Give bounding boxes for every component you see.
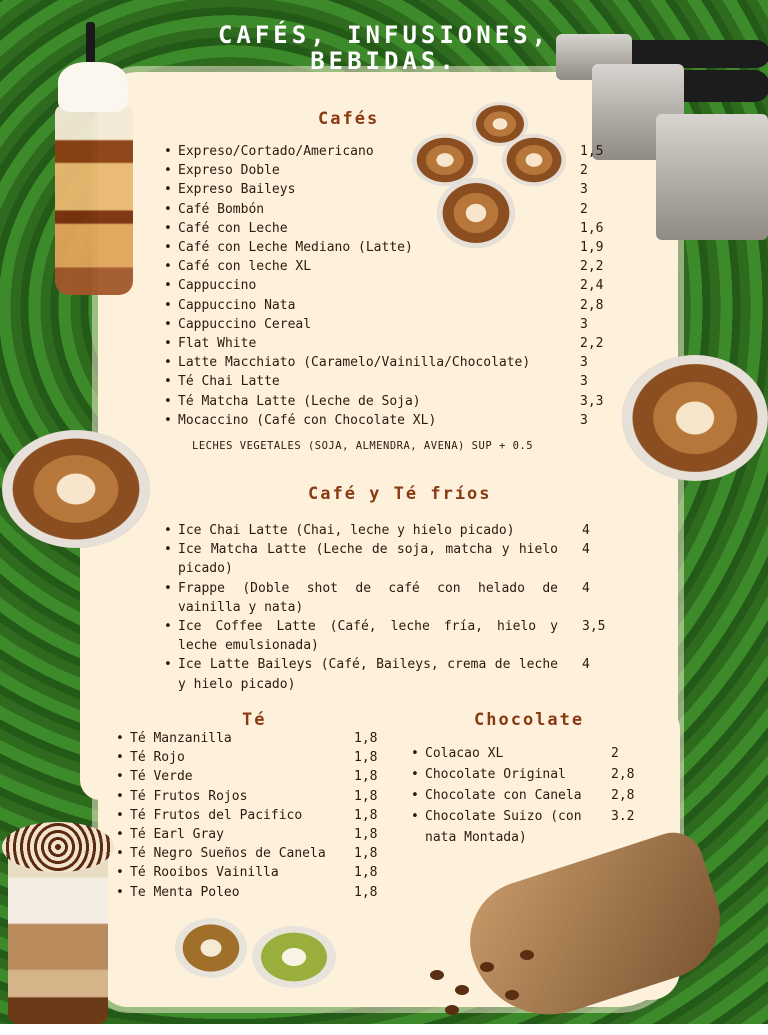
menu-item [162, 315, 610, 334]
heading-line-1: CAFÉS, INFUSIONES, [217, 21, 551, 49]
item-name: • Cappuccino Cereal [178, 316, 312, 332]
item-name: • Chocolate Original [425, 767, 566, 782]
item-price: 1,8 [354, 731, 378, 746]
item-name: • Frappe (Doble shot de café con helado de vainilla y nata) [178, 580, 558, 615]
cafes-list [162, 142, 610, 430]
item-name: • Té Matcha Latte (Leche de Soja) [178, 393, 421, 409]
menu-item [409, 785, 651, 806]
menu-item [114, 767, 390, 786]
item-price: 4 [582, 580, 590, 596]
menu-item [162, 142, 610, 161]
item-name: • Cappuccino Nata [178, 297, 296, 313]
menu-item [162, 334, 610, 353]
item-name: • Té Frutos del Pacifico [130, 807, 303, 823]
item-name: • Té Rooibos Vainilla [130, 865, 279, 881]
menu-item [162, 257, 610, 276]
item-name: • Chocolate con Canela [425, 788, 582, 803]
cappuccino-heart-image [622, 355, 768, 481]
menu-item [162, 219, 610, 238]
item-name: • Expreso/Cortado/Americano [178, 144, 374, 159]
item-price: 1,8 [354, 807, 378, 823]
item-price: 1,8 [354, 788, 378, 804]
menu-item [114, 806, 390, 825]
item-price: 3 [580, 182, 588, 198]
matcha-cup-image-2 [252, 926, 336, 988]
item-name: • Ice Latte Baileys (Café, Baileys, crema de leche y hielo picado) [178, 657, 558, 692]
item-name: • Chocolate Suizo (con nata Montada) [425, 809, 582, 845]
frios-list [162, 521, 612, 694]
menu-item [162, 617, 612, 655]
section-title-cafes: Cafés [318, 109, 380, 129]
item-price: 2,8 [580, 297, 604, 313]
item-price: 1,8 [354, 827, 378, 843]
coffee-bean-icon [480, 962, 494, 972]
menu-item [114, 729, 390, 748]
menu-item [114, 748, 390, 767]
heading-line-2: BEBIDAS. [310, 47, 458, 75]
item-name: • Mocaccino (Café con Chocolate XL) [178, 412, 437, 428]
latte-art-cup-image [2, 430, 150, 548]
item-price: 3 [580, 355, 588, 371]
section-title-chocolate: Chocolate [474, 710, 585, 730]
coffee-bean-icon [520, 950, 534, 960]
coffee-bean-icon [430, 970, 444, 980]
item-name: • Ice Chai Latte (Chai, leche y hielo picado) [178, 523, 515, 538]
portafilter-image-3 [656, 114, 768, 240]
te-list [114, 729, 390, 902]
menu-item [114, 787, 390, 806]
item-name: • Café con Leche Mediano (Latte) [178, 240, 413, 256]
menu-item [162, 296, 610, 315]
menu-item [114, 863, 390, 882]
item-price: 1,5 [580, 144, 604, 159]
item-price: 1,8 [354, 846, 378, 862]
section-title-frios: Café y Té fríos [308, 484, 492, 504]
item-name: • Latte Macchiato (Caramelo/Vainilla/Chocolate) [178, 355, 531, 371]
item-name: • Té Rojo [130, 750, 185, 766]
item-price: 1,8 [354, 865, 378, 881]
item-name: • Ice Coffee Latte (Café, leche fría, hielo y leche emulsionada) [178, 619, 558, 654]
item-price: 2,4 [580, 278, 604, 294]
menu-item [162, 200, 610, 219]
item-name: • Flat White [178, 336, 257, 352]
coffee-bean-icon [505, 990, 519, 1000]
vegetable-milk-note: LECHES VEGETALES (SOJA, ALMENDRA, AVENA) SUP + 0.5 [192, 440, 534, 452]
item-name: • Ice Matcha Latte (Leche de soja, matcha y hielo picado) [178, 542, 558, 577]
item-price: 3.2 [611, 809, 635, 824]
item-price: 2,8 [611, 767, 635, 782]
menu-item [409, 764, 651, 785]
chocolate-list [409, 743, 651, 848]
item-price: 2 [611, 746, 619, 761]
menu-item [162, 353, 610, 372]
item-price: 1,6 [580, 220, 604, 236]
layered-latte-top-image [2, 822, 114, 872]
item-price: 4 [582, 542, 590, 558]
coffee-bean-icon [455, 985, 469, 995]
menu-item [409, 743, 651, 764]
item-price: 2,2 [580, 259, 604, 275]
menu-item [162, 372, 610, 391]
menu-item [114, 883, 390, 902]
item-price: 2,2 [580, 336, 604, 352]
menu-item [162, 276, 610, 295]
item-name: • Té Negro Sueños de Canela [130, 846, 326, 862]
menu-item [162, 579, 612, 617]
item-name: • Té Chai Latte [178, 374, 280, 390]
item-price: 3 [580, 316, 588, 332]
matcha-cup-image-1 [175, 918, 247, 978]
menu-item [114, 844, 390, 863]
menu-item [409, 806, 651, 848]
item-price: 2 [580, 163, 588, 179]
item-price: 3 [580, 412, 588, 428]
item-price: 4 [582, 657, 590, 673]
whipped-cream-image [58, 62, 128, 112]
item-name: • Te Menta Poleo [130, 884, 240, 900]
menu-item [162, 161, 610, 180]
item-price: 3,5 [582, 619, 606, 635]
section-title-te: Té [242, 710, 267, 730]
item-name: • Té Manzanilla [130, 731, 232, 746]
item-name: • Expreso Baileys [178, 182, 296, 198]
item-name: • Té Verde [130, 769, 193, 785]
item-price: 3 [580, 374, 588, 390]
item-name: • Cappuccino [178, 278, 257, 294]
item-price: 1,8 [354, 884, 378, 900]
item-price: 2 [580, 201, 588, 217]
menu-item [162, 411, 610, 430]
item-price: 1,8 [354, 769, 378, 785]
item-name: • Café con leche XL [178, 259, 312, 275]
menu-item [162, 540, 612, 578]
menu-item [162, 521, 612, 540]
item-price: 4 [582, 523, 590, 538]
menu-item [114, 825, 390, 844]
menu-item [162, 180, 610, 199]
item-price: 3,3 [580, 393, 604, 409]
frappe-glass-image [55, 105, 133, 295]
coffee-bean-icon [445, 1005, 459, 1015]
item-name: • Café Bombón [178, 201, 265, 217]
item-name: • Expreso Doble [178, 163, 280, 179]
item-name: • Café con Leche [178, 220, 288, 236]
menu-item [162, 655, 612, 693]
item-price: 2,8 [611, 788, 635, 803]
menu-item [162, 392, 610, 411]
item-name: • Colacao XL [425, 746, 504, 761]
item-name: • Té Frutos Rojos [130, 788, 248, 804]
menu-item [162, 238, 610, 257]
item-price: 1,9 [580, 240, 604, 256]
item-name: • Té Earl Gray [130, 827, 224, 843]
item-price: 1,8 [354, 750, 378, 766]
